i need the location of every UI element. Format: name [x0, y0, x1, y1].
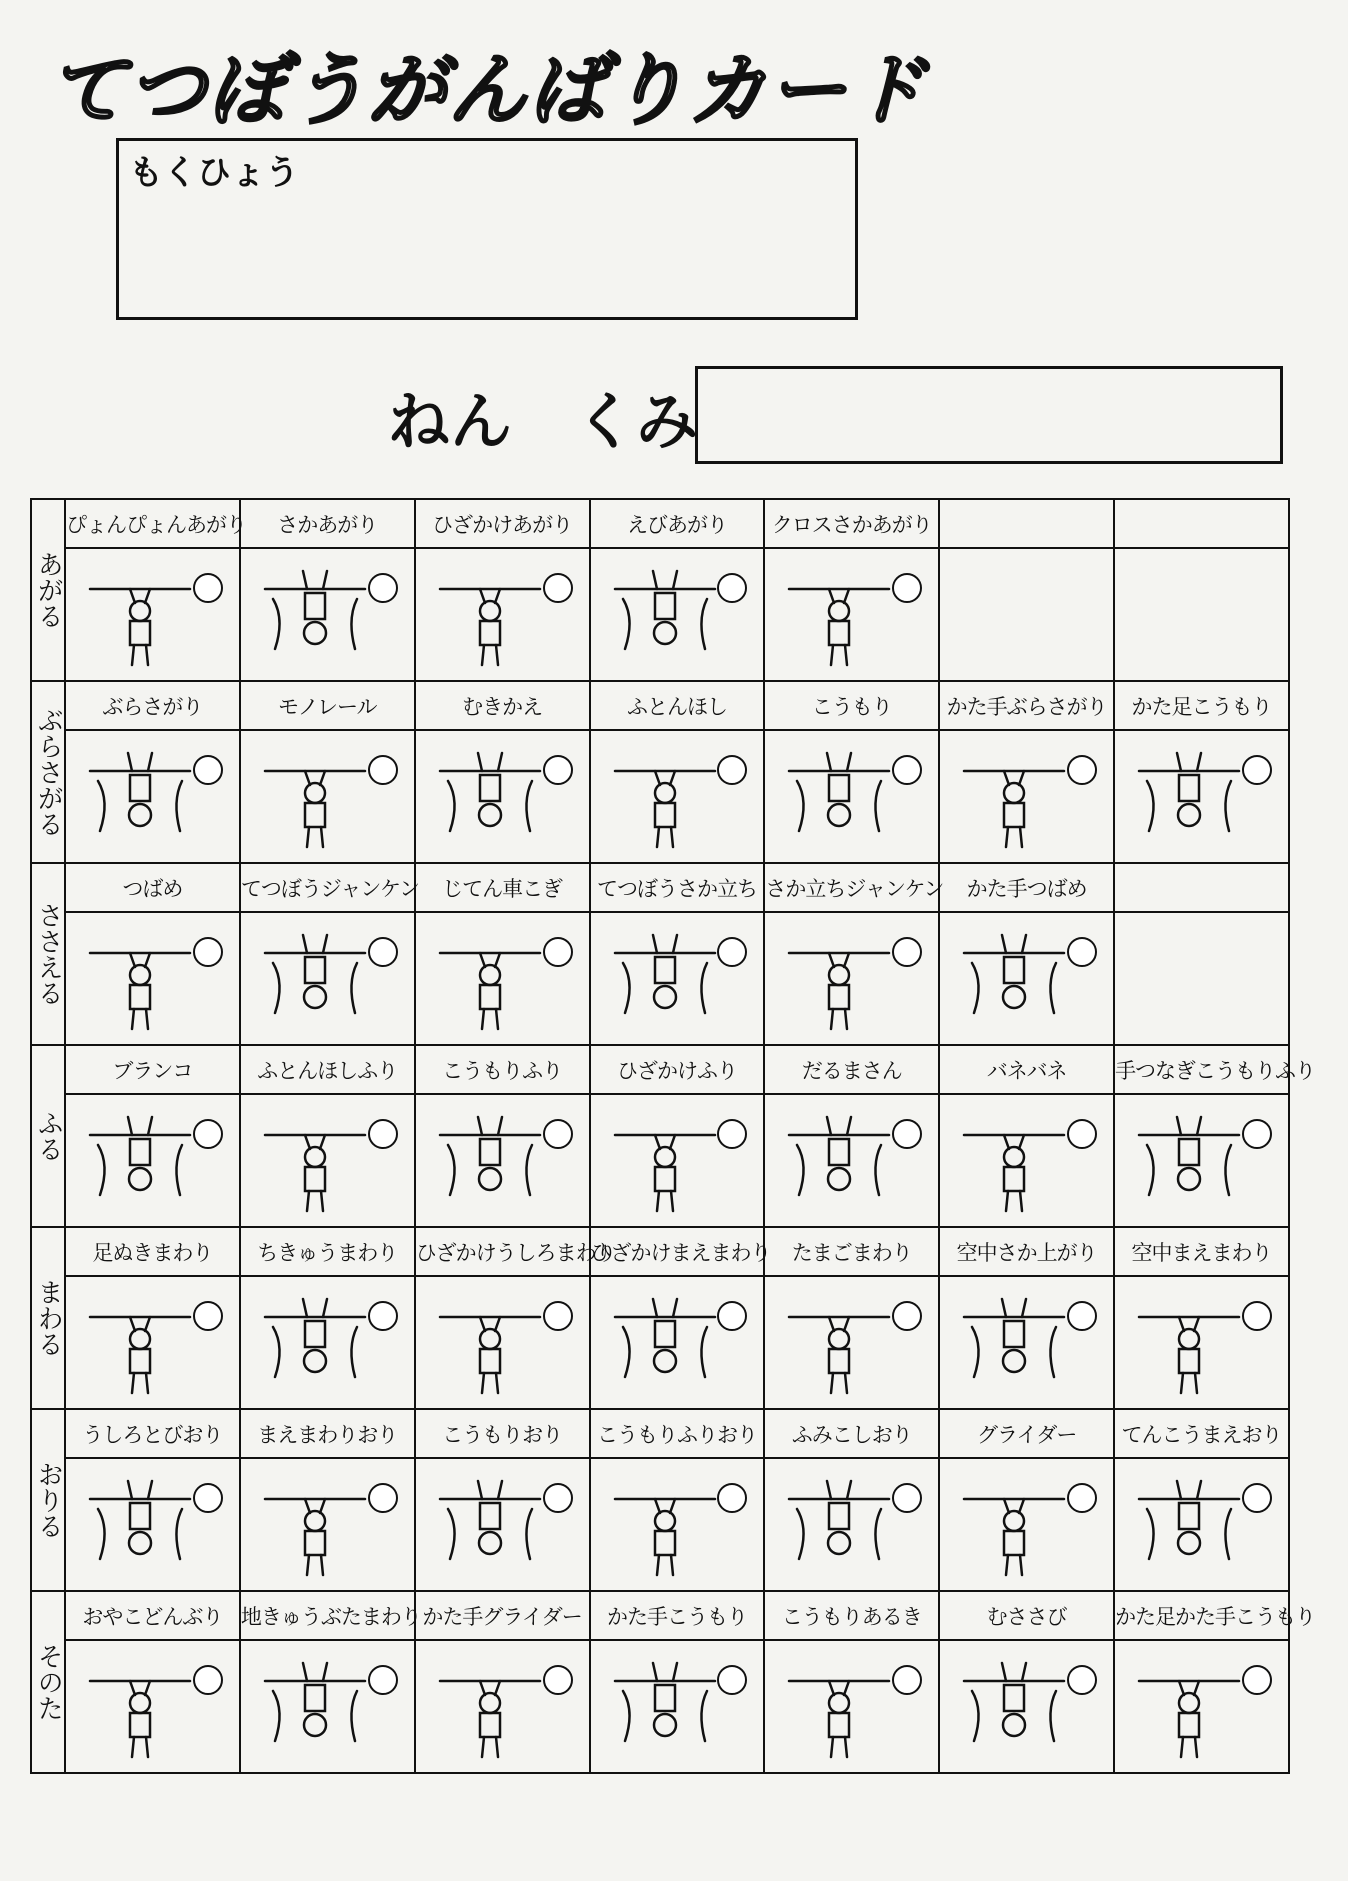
skill-name: バネバネ: [939, 1045, 1114, 1094]
label-row: [31, 1591, 1289, 1640]
skill-illustration: [255, 1105, 375, 1217]
skill-illustration: [430, 1287, 550, 1399]
skill-cell: [590, 1094, 765, 1227]
skill-cell: [1114, 730, 1289, 863]
skill-name: えびあがり: [590, 499, 765, 548]
class-input-box[interactable]: [695, 366, 1283, 464]
skill-name: [1114, 863, 1289, 912]
skill-cell: [1114, 1640, 1289, 1773]
illustration-row: [31, 548, 1289, 681]
illustration-row: [31, 730, 1289, 863]
check-circle[interactable]: [1242, 1483, 1272, 1513]
check-circle[interactable]: [543, 573, 573, 603]
skill-cell: [939, 1094, 1114, 1227]
skill-name: ちきゅうまわり: [240, 1227, 415, 1276]
skill-name: じてん車こぎ: [415, 863, 590, 912]
skill-cell: [764, 548, 939, 681]
label-row: [31, 681, 1289, 730]
label-row: [31, 1227, 1289, 1276]
check-circle[interactable]: [717, 1483, 747, 1513]
skill-name: かた足こうもり: [1114, 681, 1289, 730]
skill-cell: [415, 1458, 590, 1591]
skill-illustration: [1129, 741, 1249, 853]
check-circle[interactable]: [368, 1301, 398, 1331]
skill-name: 手つなぎこうもりふり: [1114, 1045, 1289, 1094]
check-circle[interactable]: [892, 1119, 922, 1149]
check-circle[interactable]: [368, 1665, 398, 1695]
skill-illustration: [954, 1287, 1074, 1399]
illustration-row: [31, 1094, 1289, 1227]
skill-illustration: [80, 923, 200, 1035]
check-circle[interactable]: [1067, 755, 1097, 785]
label-row: [31, 499, 1289, 548]
skill-illustration: [255, 1469, 375, 1581]
empty-skill-cell: [939, 548, 1114, 681]
skill-name: ふみこしおり: [764, 1409, 939, 1458]
skill-name: かた手つばめ: [939, 863, 1114, 912]
skill-illustration: [80, 1469, 200, 1581]
skill-name: てつぼうさか立ち: [590, 863, 765, 912]
skill-name: むささび: [939, 1591, 1114, 1640]
check-circle[interactable]: [543, 1665, 573, 1695]
skill-illustration: [605, 1651, 725, 1763]
skill-illustration: [954, 1105, 1074, 1217]
skill-cell: [415, 1276, 590, 1409]
skill-cell: [590, 548, 765, 681]
check-circle[interactable]: [543, 1119, 573, 1149]
skill-name: かた手こうもり: [590, 1591, 765, 1640]
skill-illustration: [255, 1287, 375, 1399]
skill-cell: [415, 912, 590, 1045]
illustration-row: [31, 1276, 1289, 1409]
check-circle[interactable]: [892, 755, 922, 785]
skill-illustration: [779, 1651, 899, 1763]
goal-label: もくひょう: [129, 153, 299, 193]
check-circle[interactable]: [193, 573, 223, 603]
class-label: ねん くみ: [388, 385, 699, 458]
skill-name: うしろとびおり: [65, 1409, 240, 1458]
illustration-row: [31, 1640, 1289, 1773]
check-circle[interactable]: [543, 937, 573, 967]
skill-name: クロスさかあがり: [764, 499, 939, 548]
skill-name: モノレール: [240, 681, 415, 730]
check-circle[interactable]: [717, 755, 747, 785]
check-circle[interactable]: [717, 573, 747, 603]
skill-name: ひざかけふり: [590, 1045, 765, 1094]
check-circle[interactable]: [368, 937, 398, 967]
skill-illustration: [779, 1105, 899, 1217]
check-circle[interactable]: [1242, 1119, 1272, 1149]
skill-cell: [590, 1458, 765, 1591]
category-label: まわる: [31, 1227, 65, 1409]
check-circle[interactable]: [368, 1119, 398, 1149]
skill-illustration: [430, 1651, 550, 1763]
check-circle[interactable]: [892, 1301, 922, 1331]
skill-name: 空中さか上がり: [939, 1227, 1114, 1276]
skill-illustration: [430, 1105, 550, 1217]
skill-cell: [939, 1458, 1114, 1591]
skill-cell: [939, 1640, 1114, 1773]
skill-cell: [65, 1458, 240, 1591]
skill-illustration: [605, 1105, 725, 1217]
skill-cell: [1114, 1458, 1289, 1591]
skill-cell: [764, 730, 939, 863]
check-circle[interactable]: [543, 755, 573, 785]
skill-illustration: [1129, 1469, 1249, 1581]
check-circle[interactable]: [717, 1665, 747, 1695]
check-circle[interactable]: [193, 1483, 223, 1513]
skill-name: たまごまわり: [764, 1227, 939, 1276]
skill-illustration: [954, 923, 1074, 1035]
category-label: ささえる: [31, 863, 65, 1045]
skill-illustration: [80, 1651, 200, 1763]
goal-box[interactable]: [116, 138, 858, 320]
skill-name: グライダー: [939, 1409, 1114, 1458]
skill-illustration: [605, 559, 725, 671]
label-row: [31, 1045, 1289, 1094]
skill-name: さかあがり: [240, 499, 415, 548]
skill-name: 空中まえまわり: [1114, 1227, 1289, 1276]
check-circle[interactable]: [892, 937, 922, 967]
skill-illustration: [255, 741, 375, 853]
category-label: そのた: [31, 1591, 65, 1773]
category-label: ふる: [31, 1045, 65, 1227]
skill-grid: [30, 498, 1316, 1774]
skill-name: [1114, 499, 1289, 548]
skill-illustration: [430, 1469, 550, 1581]
skill-cell: [764, 912, 939, 1045]
skill-name: ブランコ: [65, 1045, 240, 1094]
skill-name: おやこどんぶり: [65, 1591, 240, 1640]
skill-illustration: [954, 1651, 1074, 1763]
skill-illustration: [605, 741, 725, 853]
skill-name: [939, 499, 1114, 548]
skill-name: ぴょんぴょんあがり: [65, 499, 240, 548]
skill-name: ひざかけあがり: [415, 499, 590, 548]
label-row: [31, 863, 1289, 912]
skill-illustration: [605, 1287, 725, 1399]
skill-name: ひざかけうしろまわり: [415, 1227, 590, 1276]
skill-name: ふとんほし: [590, 681, 765, 730]
skill-cell: [240, 730, 415, 863]
skill-cell: [65, 1640, 240, 1773]
skill-illustration: [779, 1469, 899, 1581]
skill-name: 足ぬきまわり: [65, 1227, 240, 1276]
skill-name: こうもりふりおり: [590, 1409, 765, 1458]
skill-illustration: [255, 1651, 375, 1763]
skill-name: かた手グライダー: [415, 1591, 590, 1640]
skill-name: つばめ: [65, 863, 240, 912]
check-circle[interactable]: [193, 755, 223, 785]
empty-skill-cell: [1114, 548, 1289, 681]
skill-name: ふとんほしふり: [240, 1045, 415, 1094]
skill-cell: [65, 1094, 240, 1227]
skill-cell: [240, 548, 415, 681]
skill-cell: [590, 1640, 765, 1773]
check-circle[interactable]: [1242, 1665, 1272, 1695]
skill-illustration: [779, 1287, 899, 1399]
illustration-row: [31, 1458, 1289, 1591]
skill-illustration: [430, 923, 550, 1035]
skill-illustration: [1129, 1287, 1249, 1399]
skill-cell: [764, 1458, 939, 1591]
skill-name: かた手ぶらさがり: [939, 681, 1114, 730]
skill-name: さか立ちジャンケン: [764, 863, 939, 912]
check-circle[interactable]: [892, 573, 922, 603]
skill-cell: [415, 730, 590, 863]
skill-cell: [240, 1458, 415, 1591]
check-circle[interactable]: [717, 1301, 747, 1331]
skill-illustration: [80, 559, 200, 671]
skill-cell: [590, 1276, 765, 1409]
skill-illustration: [1129, 1651, 1249, 1763]
card-title: てつぼうがんばりカード: [48, 46, 929, 136]
check-circle[interactable]: [717, 937, 747, 967]
check-circle[interactable]: [1067, 937, 1097, 967]
skill-cell: [415, 1094, 590, 1227]
check-circle[interactable]: [892, 1665, 922, 1695]
skill-cell: [415, 548, 590, 681]
check-circle[interactable]: [892, 1483, 922, 1513]
skill-cell: [590, 730, 765, 863]
skill-name: こうもりおり: [415, 1409, 590, 1458]
check-circle[interactable]: [193, 1665, 223, 1695]
category-label: おりる: [31, 1409, 65, 1591]
skill-name: ひざかけまえまわり: [590, 1227, 765, 1276]
skill-illustration: [1129, 1105, 1249, 1217]
skill-cell: [415, 1640, 590, 1773]
skill-cell: [590, 912, 765, 1045]
check-circle[interactable]: [368, 1483, 398, 1513]
skill-name: こうもりあるき: [764, 1591, 939, 1640]
check-circle[interactable]: [368, 573, 398, 603]
skill-name: だるまさん: [764, 1045, 939, 1094]
skill-cell: [65, 912, 240, 1045]
skill-cell: [939, 1276, 1114, 1409]
skill-name: 地きゅうぶたまわり: [240, 1591, 415, 1640]
check-circle[interactable]: [543, 1483, 573, 1513]
skill-name: てんこうまえおり: [1114, 1409, 1289, 1458]
skill-illustration: [779, 559, 899, 671]
skill-cell: [764, 1640, 939, 1773]
skill-cell: [65, 1276, 240, 1409]
skill-name: こうもり: [764, 681, 939, 730]
check-circle[interactable]: [193, 1119, 223, 1149]
skill-illustration: [80, 1105, 200, 1217]
skill-name: てつぼうジャンケン: [240, 863, 415, 912]
skill-cell: [240, 1276, 415, 1409]
skill-illustration: [80, 1287, 200, 1399]
skill-name: かた足かた手こうもり: [1114, 1591, 1289, 1640]
skill-illustration: [605, 923, 725, 1035]
check-circle[interactable]: [1242, 755, 1272, 785]
check-circle[interactable]: [193, 937, 223, 967]
skill-name: むきかえ: [415, 681, 590, 730]
check-circle[interactable]: [1067, 1119, 1097, 1149]
skill-illustration: [779, 741, 899, 853]
check-circle[interactable]: [717, 1119, 747, 1149]
check-circle[interactable]: [368, 755, 398, 785]
check-circle[interactable]: [1242, 1301, 1272, 1331]
illustration-row: [31, 912, 1289, 1045]
empty-skill-cell: [1114, 912, 1289, 1045]
skill-cell: [764, 1276, 939, 1409]
check-circle[interactable]: [1067, 1483, 1097, 1513]
check-circle[interactable]: [1067, 1301, 1097, 1331]
check-circle[interactable]: [543, 1301, 573, 1331]
skill-cell: [65, 548, 240, 681]
skill-illustration: [779, 923, 899, 1035]
skill-illustration: [430, 559, 550, 671]
skill-cell: [939, 730, 1114, 863]
label-row: [31, 1409, 1289, 1458]
skill-illustration: [605, 1469, 725, 1581]
skill-cell: [240, 912, 415, 1045]
skill-cell: [240, 1640, 415, 1773]
skill-name: まえまわりおり: [240, 1409, 415, 1458]
skill-cell: [939, 912, 1114, 1045]
check-circle[interactable]: [1067, 1665, 1097, 1695]
skill-illustration: [954, 741, 1074, 853]
skill-illustration: [954, 1469, 1074, 1581]
skill-illustration: [255, 923, 375, 1035]
skill-name: ぶらさがり: [65, 681, 240, 730]
skill-cell: [1114, 1276, 1289, 1409]
skill-name: こうもりふり: [415, 1045, 590, 1094]
skill-illustration: [80, 741, 200, 853]
skill-cell: [240, 1094, 415, 1227]
category-label: ぶらさがる: [31, 681, 65, 863]
skill-cell: [65, 730, 240, 863]
skill-illustration: [255, 559, 375, 671]
skill-illustration: [430, 741, 550, 853]
skill-cell: [1114, 1094, 1289, 1227]
check-circle[interactable]: [193, 1301, 223, 1331]
category-label: あがる: [31, 499, 65, 681]
skill-cell: [764, 1094, 939, 1227]
